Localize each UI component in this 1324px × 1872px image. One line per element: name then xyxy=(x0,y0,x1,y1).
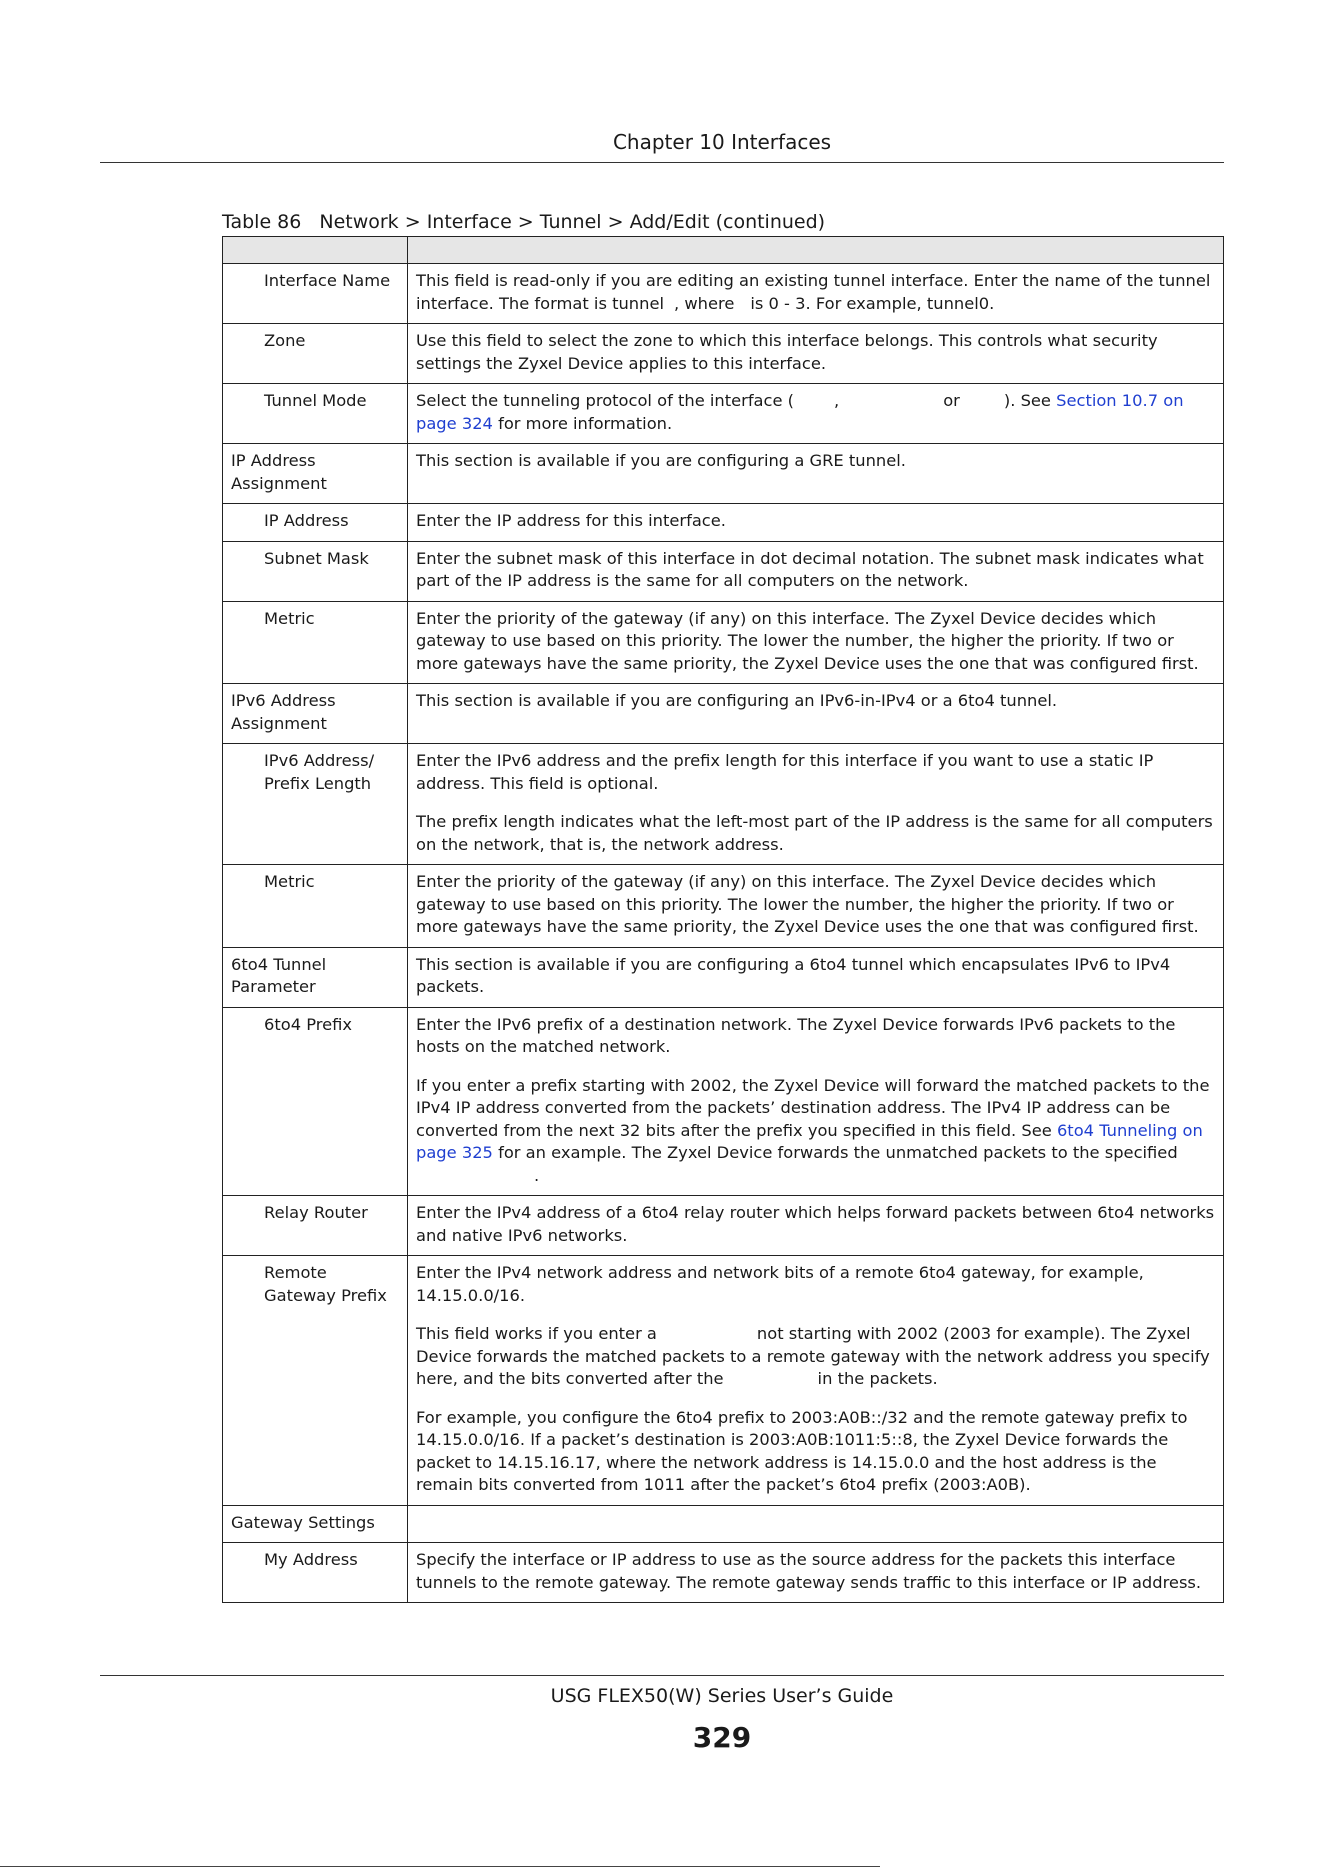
page-number: 329 xyxy=(692,1721,752,1754)
table-row xyxy=(223,1543,1224,1603)
row-description: Use this field to select the zone to which this interface belongs. This controls what security settings the Zyxel Device applies to this interface. xyxy=(408,324,1224,384)
row-label: Metric xyxy=(223,865,408,948)
row-description: This section is available if you are configuring an IPv6-in-IPv4 or a 6to4 tunnel. xyxy=(408,684,1224,744)
row-description: This section is available if you are configuring a GRE tunnel. xyxy=(408,444,1224,504)
guide-title: USG FLEX50(W) Series User’s Guide xyxy=(550,1685,894,1707)
row-description: Enter the IPv6 prefix of a destination network. The Zyxel Device forwards IPv6 packets to the hosts on the matched network. If you enter a prefix starting with 2002, the Zyxel Device will forward the matched packets to the IPv4 IP address converted from the packets’ destination address. The IPv4 IP address can be converted from the next 32 bits after the prefix you specified in this field. See 6to4 Tunneling on page 325 for an example. The Zyxel Device forwards the unmatched packets to the specified. xyxy=(408,1007,1224,1196)
table-row xyxy=(223,541,1224,601)
row-description: This field is read-only if you are editing an existing tunnel interface. Enter the name of the tunnel interface. The format is tunnel , where is 0 - 3. For example, tunnel0. xyxy=(408,264,1224,324)
row-description xyxy=(408,1505,1224,1543)
table-row xyxy=(223,947,1224,1007)
row-label: Metric xyxy=(223,601,408,684)
section-label: Gateway Settings xyxy=(223,1505,408,1543)
table-row xyxy=(223,1196,1224,1256)
table-row xyxy=(223,324,1224,384)
row-description: Select the tunneling protocol of the interface ( , or ). See Section 10.7 on page 324 for more information. xyxy=(408,384,1224,444)
header-cell-label xyxy=(223,237,408,264)
table-row xyxy=(223,744,1224,865)
table-row xyxy=(223,444,1224,504)
running-header xyxy=(100,128,1224,163)
row-description: Enter the IPv6 address and the prefix length for this interface if you want to use a static IP address. This field is optional. The prefix length indicates what the left-most part of the IP address is the same for all computers on the network, that is, the network address. xyxy=(408,744,1224,865)
header-cell-description xyxy=(408,237,1224,264)
row-label: Remote Gateway Prefix xyxy=(223,1256,408,1506)
table-row xyxy=(223,1505,1224,1543)
row-description: Enter the priority of the gateway (if any) on this interface. The Zyxel Device decides which gateway to use based on this priority. The lower the number, the higher the priority. If two or more gateways have the same priority, the Zyxel Device uses the one that was configured first. xyxy=(408,601,1224,684)
table-row xyxy=(223,1007,1224,1196)
row-label: IP Address xyxy=(223,504,408,542)
table-row xyxy=(223,264,1224,324)
bottom-divider xyxy=(0,1866,880,1867)
table-row xyxy=(223,1256,1224,1506)
table-row xyxy=(223,601,1224,684)
row-label: 6to4 Prefix xyxy=(223,1007,408,1196)
row-description: This section is available if you are configuring a 6to4 tunnel which encapsulates IPv6 to IPv4 packets. xyxy=(408,947,1224,1007)
table-header-row xyxy=(223,237,1224,264)
row-description: Enter the IPv4 address of a 6to4 relay router which helps forward packets between 6to4 networks and native IPv6 networks. xyxy=(408,1196,1224,1256)
row-label: IPv6 Address/ Prefix Length xyxy=(223,744,408,865)
row-description: Enter the subnet mask of this interface in dot decimal notation. The subnet mask indicates what part of the IP address is the same for all computers on the network. xyxy=(408,541,1224,601)
row-label: My Address xyxy=(223,1543,408,1603)
tunneling-link[interactable]: 6to4 Tunneling on page 325 xyxy=(416,1120,1203,1162)
chapter-title: Chapter 10 Interfaces xyxy=(612,130,832,154)
row-description: Enter the IPv4 network address and network bits of a remote 6to4 gateway, for example, 14.15.0.0/16. This field works if you enter a not starting with 2002 (2003 for example). The Zyxel Device forwards the matched packets to a remote gateway with the network address you specify here, and the bits converted after the in the packets. For example, you configure the 6to4 prefix to 2003:A0B::/32 and the remote gateway prefix to 14.15.0.0/16. If a packet’s destination is 2003:A0B:1011:5::8, the Zyxel Device forwards the packet to 14.15.16.17, where the network address is 14.15.0.0 and the host address is the remain bits converted from 1011 after the packet’s 6to4 prefix (2003:A0B). xyxy=(408,1256,1224,1506)
row-label: Interface Name xyxy=(223,264,408,324)
section-label: 6to4 Tunnel Parameter xyxy=(223,947,408,1007)
table-row xyxy=(223,865,1224,948)
table-path: Network > Interface > Tunnel > Add/Edit (continued) xyxy=(319,211,826,233)
page-footer xyxy=(100,1675,1224,1756)
parameters-table xyxy=(222,236,1224,1603)
row-label: Relay Router xyxy=(223,1196,408,1256)
row-description: Enter the priority of the gateway (if any) on this interface. The Zyxel Device decides which gateway to use based on this priority. The lower the number, the higher the priority. If two or more gateways have the same priority, the Zyxel Device uses the one that was configured first. xyxy=(408,865,1224,948)
row-description: Enter the IP address for this interface. xyxy=(408,504,1224,542)
table-row xyxy=(223,384,1224,444)
table-caption xyxy=(222,208,825,236)
section-label: IP Address Assignment xyxy=(223,444,408,504)
section-link[interactable]: Section 10.7 on page 324 xyxy=(416,391,1184,433)
table-row xyxy=(223,684,1224,744)
row-label: Subnet Mask xyxy=(223,541,408,601)
section-label: IPv6 Address Assignment xyxy=(223,684,408,744)
row-label: Tunnel Mode xyxy=(223,384,408,444)
table-number: Table 86 xyxy=(222,211,302,233)
row-label: Zone xyxy=(223,324,408,384)
table-row xyxy=(223,504,1224,542)
row-description: Specify the interface or IP address to use as the source address for the packets this interface tunnels to the remote gateway. The remote gateway sends traffic to this interface or IP address. xyxy=(408,1543,1224,1603)
